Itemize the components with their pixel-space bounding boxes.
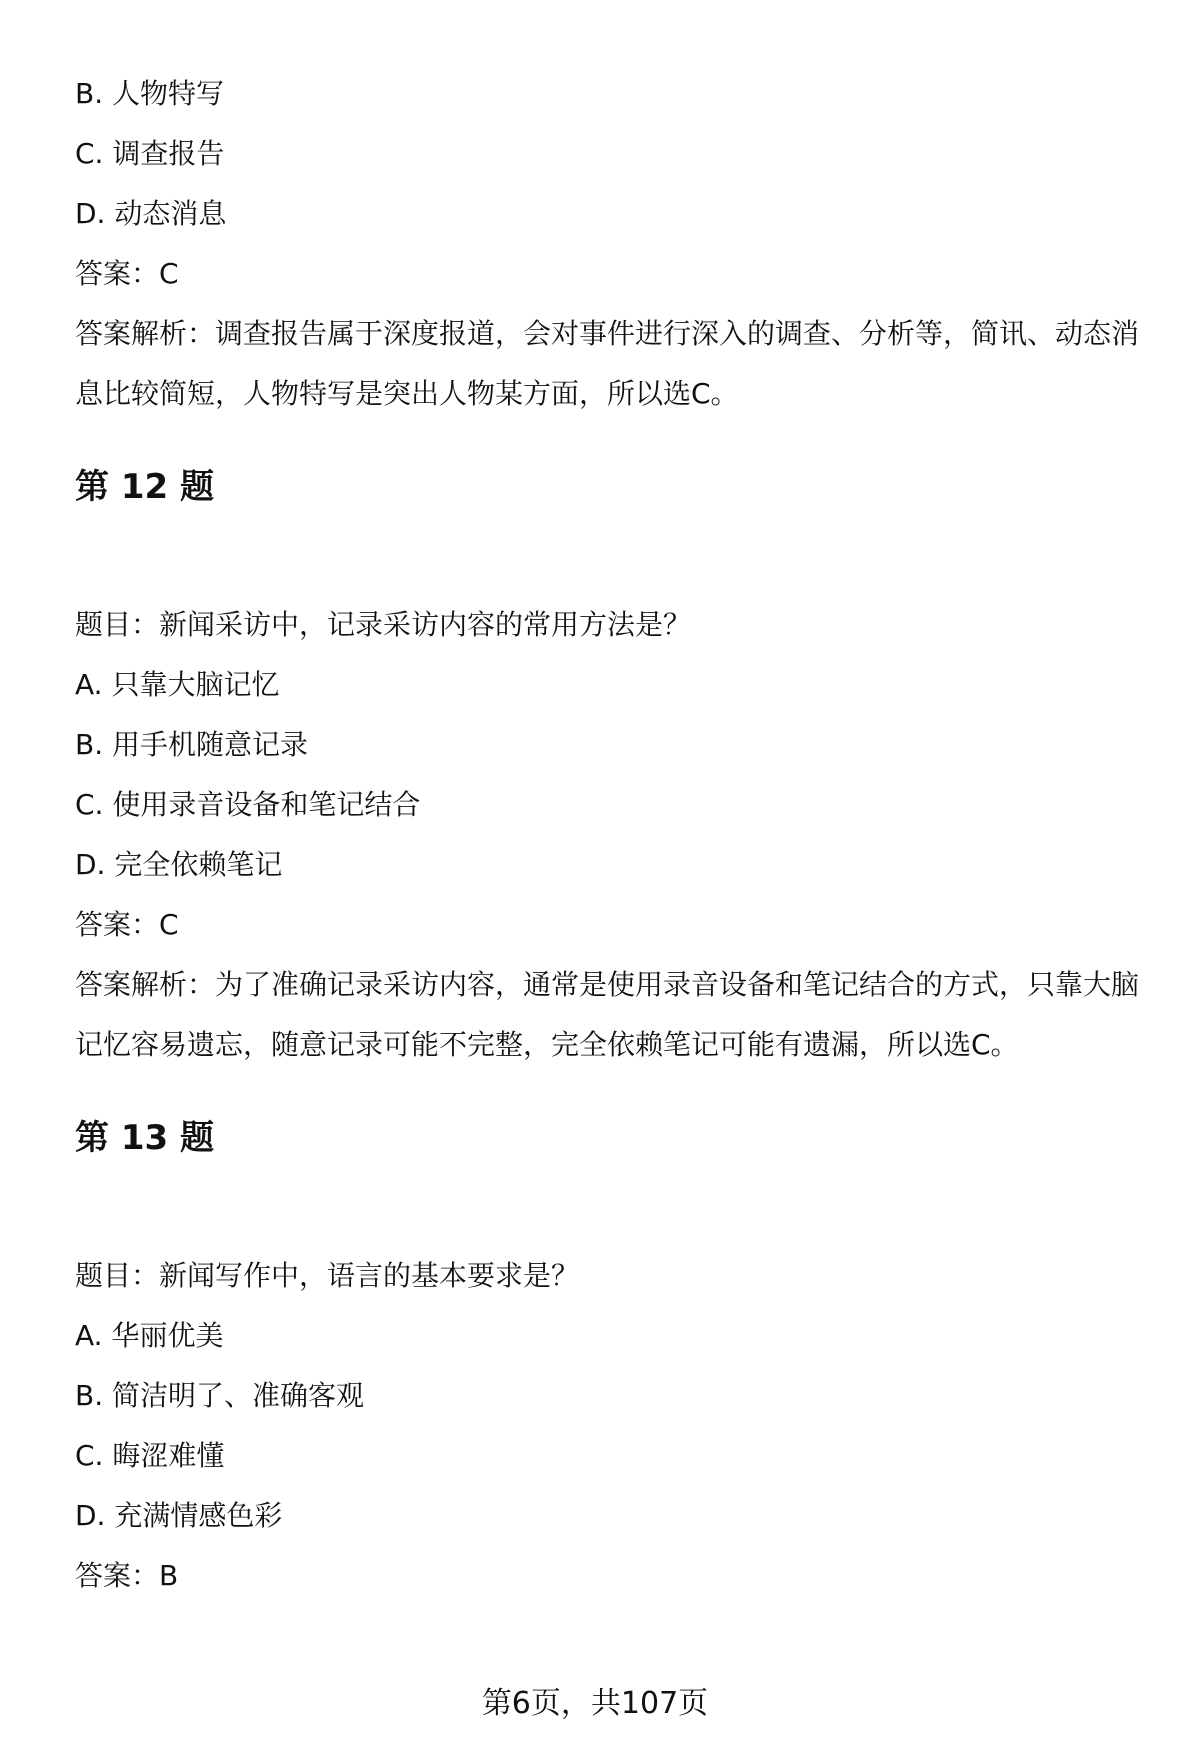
spacer (75, 1168, 1165, 1246)
question-13 (75, 1108, 1165, 1606)
spacer (75, 424, 1165, 457)
q12-answer: 答案：C (75, 908, 179, 941)
q12-analysis: 答案解析：为了准确记录采访内容，通常是使用录音设备和笔记结合的方式，只靠大脑记忆容易遗忘，随意记录可能不完整，完全依赖笔记可能有遗漏，所以选C。 (75, 968, 1140, 1061)
q12-option-a: A. 只靠大脑记忆 (75, 668, 280, 701)
page-number-footer: 第6页，共107页 (481, 1686, 709, 1721)
q11-option-d: D. 动态消息 (75, 197, 227, 230)
q12-question: 题目：新闻采访中，记录采访内容的常用方法是？ (75, 608, 692, 641)
q13-option-b: B. 简洁明了、准确客观 (75, 1379, 365, 1412)
q13-question: 题目：新闻写作中，语言的基本要求是？ (75, 1259, 580, 1292)
q11-analysis: 答案解析：调查报告属于深度报道，会对事件进行深入的调查、分析等，简讯、动态消息比较简短，人物特写是突出人物某方面，所以选C。 (75, 317, 1140, 410)
q13-option-d: D. 充满情感色彩 (75, 1499, 283, 1532)
q12-option-b: B. 用手机随意记录 (75, 728, 309, 761)
q11-option-c: C. 调查报告 (75, 137, 225, 170)
q13-option-a: A. 华丽优美 (75, 1319, 224, 1352)
q13-answer: 答案：B (75, 1559, 179, 1592)
q13-option-c: C. 晦涩难懂 (75, 1439, 225, 1472)
q13-heading: 第 13 题 (75, 1118, 214, 1158)
q12-heading: 第 12 题 (75, 467, 214, 507)
q12-option-c: C. 使用录音设备和笔记结合 (75, 788, 421, 821)
spacer (75, 517, 1165, 595)
q11-option-b: B. 人物特写 (75, 77, 225, 110)
question-12 (75, 457, 1165, 1075)
question-11-tail (75, 64, 1165, 424)
spacer (75, 1075, 1165, 1108)
q11-answer: 答案：C (75, 257, 179, 290)
q12-option-d: D. 完全依赖笔记 (75, 848, 283, 881)
page-content (75, 64, 1165, 1606)
